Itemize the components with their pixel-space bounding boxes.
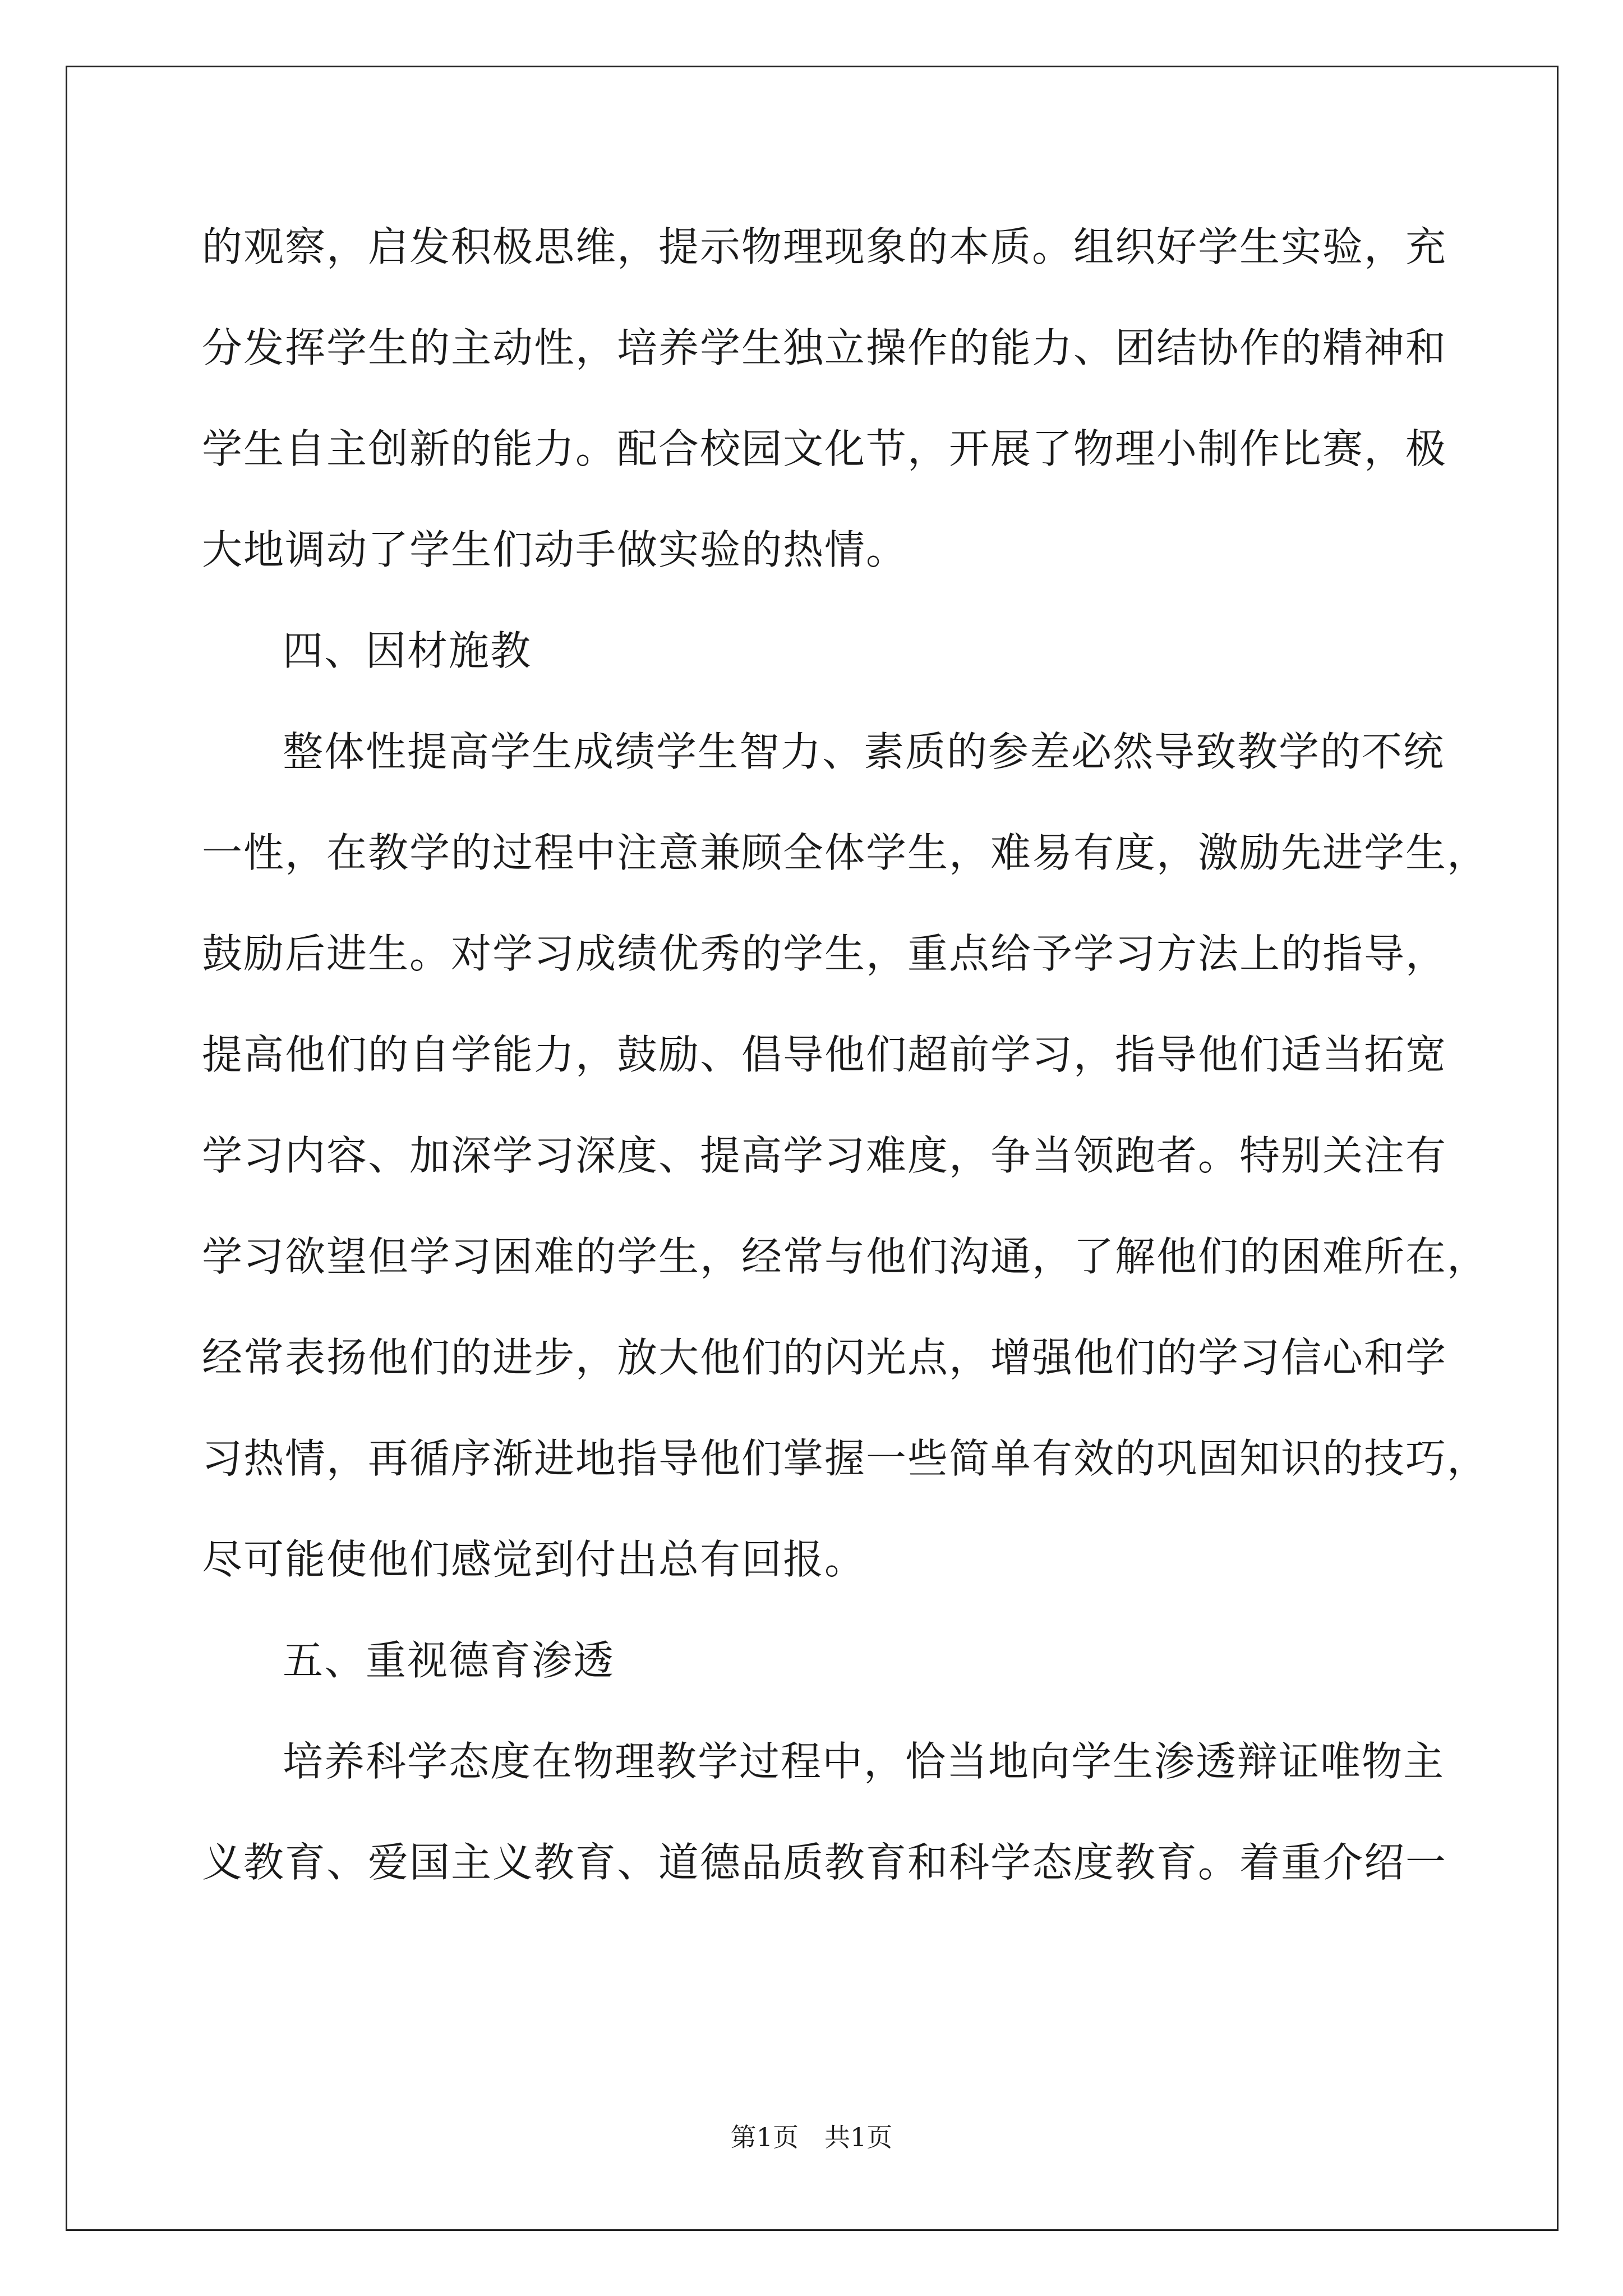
body-line: 学生自主创新的能力。配合校园文化节，开展了物理小制作比赛，极: [202, 425, 1447, 472]
body-line: 的观察，启发积极思维，提示物理现象的本质。组织好学生实验，充: [202, 223, 1447, 270]
body-line: 提高他们的自学能力，鼓励、倡导他们超前学习，指导他们适当拓宽: [202, 1031, 1447, 1078]
body-line: 尽可能使他们感觉到付出总有回报。: [202, 1536, 866, 1583]
body-line: 习热情，再循序渐进地指导他们掌握一些简单有效的巩固知识的技巧，: [202, 1435, 1489, 1482]
body-line: 学习欲望但学习困难的学生，经常与他们沟通，了解他们的困难所在，: [202, 1233, 1489, 1280]
body-line: 义教育、爱国主义教育、道德品质教育和科学态度教育。着重介绍一: [202, 1839, 1447, 1886]
body-line: 整体性提高学生成绩学生智力、素质的参差必然导致教学的不统: [283, 728, 1445, 775]
body-line: 大地调动了学生们动手做实验的热情。: [202, 526, 908, 573]
section-heading: 四、因材施教: [283, 627, 532, 674]
body-line: 经常表扬他们的进步，放大他们的闪光点，增强他们的学习信心和学: [202, 1334, 1447, 1381]
body-line: 一性，在教学的过程中注意兼顾全体学生，难易有度，激励先进学生，: [202, 829, 1489, 876]
document-body: [202, 196, 1489, 1913]
page-number-footer: 第1页 共1页: [730, 2122, 893, 2152]
body-line: 鼓励后进生。对学习成绩优秀的学生，重点给予学习方法上的指导，: [202, 930, 1447, 977]
body-line: 培养科学态度在物理教学过程中，恰当地向学生渗透辩证唯物主: [283, 1738, 1445, 1785]
body-line: 分发挥学生的主动性，培养学生独立操作的能力、团结协作的精神和: [202, 324, 1447, 371]
body-line: 学习内容、加深学习深度、提高学习难度，争当领跑者。特别关注有: [202, 1132, 1447, 1179]
section-heading: 五、重视德育渗透: [283, 1637, 615, 1684]
